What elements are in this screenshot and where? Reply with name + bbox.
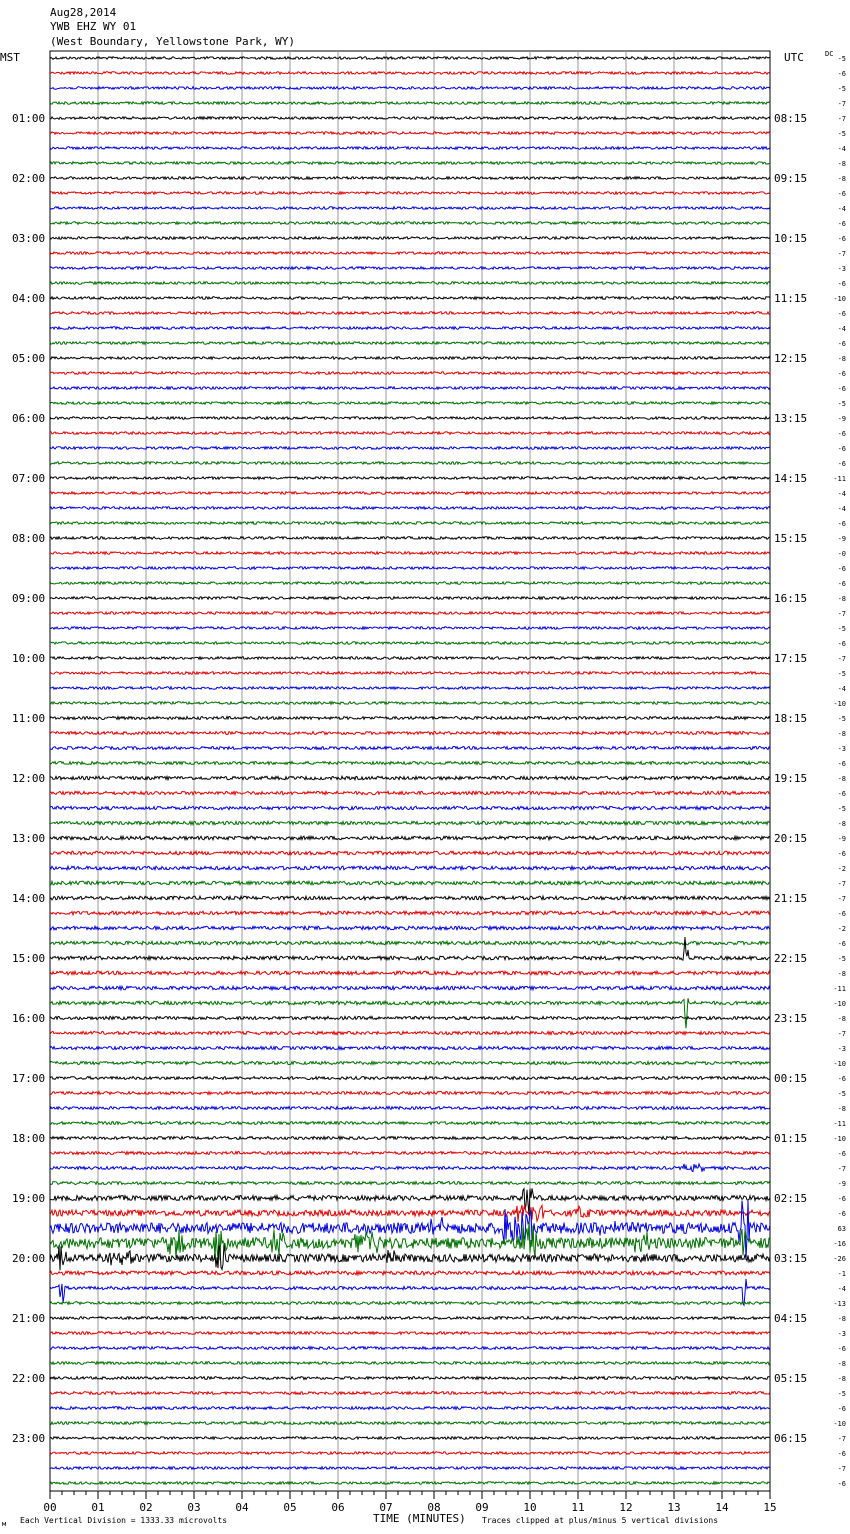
mst-hour-label: 12:00 <box>12 772 46 785</box>
seismic-trace <box>50 597 770 600</box>
utc-hour-label: 12:15 <box>774 352 808 365</box>
seismic-trace <box>50 327 770 330</box>
seismic-trace <box>50 372 770 375</box>
seismic-trace <box>50 806 770 809</box>
seismic-trace <box>50 642 770 645</box>
seismic-trace <box>50 1122 770 1125</box>
x-tick-label: 08 <box>427 1501 441 1514</box>
dc-offset-label: -6 <box>837 850 846 858</box>
utc-hour-label: 09:15 <box>774 172 808 185</box>
utc-hour-label: 02:15 <box>774 1192 808 1205</box>
dc-offset-label: -6 <box>837 520 846 528</box>
mst-hour-label: 08:00 <box>12 532 46 545</box>
dc-offset-label: -6 <box>837 280 846 288</box>
dc-offset-label: -8 <box>837 775 846 783</box>
dc-offset-label: -8 <box>837 175 846 183</box>
dc-offset-label: -10 <box>833 1060 846 1068</box>
seismic-trace <box>50 492 770 495</box>
dc-offset-label: -5 <box>837 1090 846 1098</box>
header-location: (West Boundary, Yellowstone Park, WY) <box>50 35 296 48</box>
dc-offset-label: -11 <box>833 475 846 483</box>
x-tick-label: 15 <box>763 1501 777 1514</box>
seismic-trace <box>50 252 770 255</box>
dc-offset-label: -6 <box>837 370 846 378</box>
seismic-trace <box>50 971 770 975</box>
dc-offset-label: -6 <box>837 1195 846 1203</box>
mst-hour-label: 09:00 <box>12 592 46 605</box>
utc-hour-label: 20:15 <box>774 832 808 845</box>
x-tick-label: 04 <box>235 1501 249 1514</box>
utc-hour-label: 19:15 <box>774 772 808 785</box>
right-axis-title: UTC <box>784 51 804 64</box>
seismic-trace <box>50 1332 770 1335</box>
seismic-trace <box>50 1377 770 1380</box>
dc-offset-label: -10 <box>833 1000 846 1008</box>
dc-offset-label: -10 <box>833 1135 846 1143</box>
dc-offset-label: -2 <box>837 925 846 933</box>
dc-offset-label: -16 <box>833 1240 846 1248</box>
dc-offset-label: -11 <box>833 985 846 993</box>
dc-offset-label: -5 <box>837 1390 846 1398</box>
mst-hour-label: 23:00 <box>12 1432 46 1445</box>
left-hour-labels <box>12 112 45 1445</box>
seismic-trace <box>50 998 770 1028</box>
dc-offset-label: -5 <box>837 400 846 408</box>
dc-offset-label: -5 <box>837 625 846 633</box>
seismic-trace <box>50 937 770 960</box>
seismic-trace <box>50 447 770 450</box>
seismic-trace <box>50 552 770 555</box>
utc-hour-label: 15:15 <box>774 532 808 545</box>
x-tick-label: 00 <box>43 1501 57 1514</box>
header-station: YWB EHZ WY 01 <box>50 20 137 33</box>
dc-offset-label: -6 <box>837 580 846 588</box>
mst-hour-label: 17:00 <box>12 1072 46 1085</box>
dc-offset-label: -6 <box>837 1150 846 1158</box>
dc-offset-label: -5 <box>837 955 846 963</box>
utc-hour-label: 13:15 <box>774 412 808 425</box>
x-tick-label: 09 <box>475 1501 489 1514</box>
utc-hour-label: 17:15 <box>774 652 808 665</box>
dc-offset-label: -8 <box>837 595 846 603</box>
dc-offset-label: -10 <box>833 1420 846 1428</box>
seismic-trace <box>50 387 770 390</box>
dc-offset-label: -26 <box>833 1255 846 1263</box>
dc-offset-label: -6 <box>837 1405 846 1413</box>
seismic-trace <box>50 926 770 930</box>
seismic-trace <box>50 1467 770 1470</box>
dc-offset-label: -7 <box>837 1435 846 1443</box>
dc-offset-label: -6 <box>837 565 846 573</box>
dc-offset-label: -6 <box>837 940 846 948</box>
utc-hour-label: 10:15 <box>774 232 808 245</box>
dc-offset-label: -3 <box>837 1045 846 1053</box>
seismic-trace <box>50 1092 770 1095</box>
seismic-trace <box>50 1107 770 1110</box>
seismic-trace <box>50 896 770 900</box>
x-tick-label: 14 <box>715 1501 729 1514</box>
x-tick-label: 11 <box>571 1501 585 1514</box>
seismic-trace <box>50 1347 770 1350</box>
dc-offset-label: -7 <box>837 895 846 903</box>
dc-offset-label: -6 <box>837 190 846 198</box>
header <box>50 6 295 48</box>
utc-hour-label: 18:15 <box>774 712 808 725</box>
mst-hour-label: 11:00 <box>12 712 46 725</box>
mst-hour-label: 18:00 <box>12 1132 46 1145</box>
seismic-trace <box>50 87 770 90</box>
seismic-trace <box>50 881 770 885</box>
seismic-trace <box>50 282 770 285</box>
x-tick-label: 01 <box>91 1501 105 1514</box>
dc-offset-label: -7 <box>837 610 846 618</box>
x-axis-title: TIME (MINUTES) <box>373 1512 466 1525</box>
trace-group <box>50 57 770 1485</box>
x-tick-label: 02 <box>139 1501 153 1514</box>
dc-offset-label: -5 <box>837 670 846 678</box>
utc-hour-label: 23:15 <box>774 1012 808 1025</box>
seismic-trace <box>50 507 770 510</box>
seismic-trace <box>50 1271 770 1275</box>
dc-offset-label: -6 <box>837 460 846 468</box>
dc-offset-label: -7 <box>837 1465 846 1473</box>
mst-hour-label: 14:00 <box>12 892 46 905</box>
seismic-trace <box>50 657 770 660</box>
seismic-trace <box>50 432 770 435</box>
dc-offset-label: -6 <box>837 1450 846 1458</box>
x-tick-label: 13 <box>667 1501 681 1514</box>
seismic-trace <box>50 267 770 270</box>
seismic-trace <box>50 222 770 225</box>
seismic-trace <box>50 132 770 135</box>
dc-offset-label: -3 <box>837 1330 846 1338</box>
seismic-trace <box>50 1016 770 1019</box>
seismic-trace <box>50 941 770 945</box>
seismic-trace <box>50 821 770 824</box>
seismic-trace <box>50 57 770 60</box>
seismic-trace <box>50 417 770 420</box>
utc-hour-label: 14:15 <box>774 472 808 485</box>
seismic-trace <box>50 1392 770 1395</box>
seismic-trace <box>50 776 770 779</box>
dc-offset-label: -6 <box>837 1210 846 1218</box>
seismic-trace <box>50 1452 770 1455</box>
mst-hour-label: 21:00 <box>12 1312 46 1325</box>
dc-offset-label: -4 <box>837 1285 846 1293</box>
seismic-trace <box>50 1077 770 1080</box>
dc-offset-label: -6 <box>837 385 846 393</box>
seismic-trace <box>50 791 770 794</box>
mst-hour-label: 15:00 <box>12 952 46 965</box>
dc-offset-label: -4 <box>837 490 846 498</box>
seismic-trace <box>50 1407 770 1410</box>
seismic-trace <box>50 1137 770 1140</box>
seismic-trace <box>50 312 770 315</box>
seismic-trace <box>50 672 770 675</box>
seismic-trace <box>50 762 770 765</box>
seismic-trace <box>50 1362 770 1365</box>
dc-offset-label: -8 <box>837 730 846 738</box>
mst-hour-label: 06:00 <box>12 412 46 425</box>
dc-offset-label: 63 <box>837 1225 846 1233</box>
dc-offset-label: -6 <box>837 1345 846 1353</box>
mst-hour-label: 19:00 <box>12 1192 46 1205</box>
dc-offset-label: -10 <box>833 295 846 303</box>
seismic-trace <box>50 1482 770 1485</box>
dc-offset-label: -5 <box>837 805 846 813</box>
seismic-trace <box>50 522 770 525</box>
dc-offset-label: -1 <box>837 1270 846 1278</box>
x-axis <box>43 1491 776 1514</box>
seismic-trace <box>50 911 770 915</box>
utc-hour-label: 08:15 <box>774 112 808 125</box>
seismic-trace <box>50 237 770 240</box>
x-tick-label: 06 <box>331 1501 345 1514</box>
seismic-trace <box>50 866 770 870</box>
dc-offset-label: -7 <box>837 250 846 258</box>
mst-hour-label: 22:00 <box>12 1372 46 1385</box>
mst-hour-label: 01:00 <box>12 112 46 125</box>
utc-hour-label: 16:15 <box>774 592 808 605</box>
seismic-trace <box>50 612 770 615</box>
seismic-trace <box>50 1302 770 1305</box>
mst-hour-label: 13:00 <box>12 832 46 845</box>
dc-offset-label: -5 <box>837 715 846 723</box>
dc-offset-label: -6 <box>837 1075 846 1083</box>
seismic-trace <box>50 1031 770 1034</box>
dc-offset-label: -2 <box>837 865 846 873</box>
seismic-trace <box>50 117 770 120</box>
mst-hour-label: 02:00 <box>12 172 46 185</box>
seismic-trace <box>50 986 770 990</box>
seismic-trace <box>50 1437 770 1440</box>
utc-hour-label: 06:15 <box>774 1432 808 1445</box>
dc-offset-label: -4 <box>837 505 846 513</box>
dc-offset-label: -6 <box>837 220 846 228</box>
dc-offset-label: -11 <box>833 1120 846 1128</box>
dc-offset-label: -7 <box>837 880 846 888</box>
utc-hour-label: 05:15 <box>774 1372 808 1385</box>
utc-hour-label: 04:15 <box>774 1312 808 1325</box>
dc-offset-label: -9 <box>837 835 846 843</box>
dc-offset-label: -6 <box>837 430 846 438</box>
utc-hour-label: 22:15 <box>774 952 808 965</box>
dc-offset-label: -9 <box>837 535 846 543</box>
left-axis-title: MST <box>0 51 20 64</box>
dc-offset-label: -8 <box>837 820 846 828</box>
dc-offset-label: -6 <box>837 760 846 768</box>
seismic-trace <box>50 836 770 840</box>
seismic-trace <box>50 1046 770 1049</box>
seismic-trace <box>50 1200 770 1260</box>
utc-hour-label: 00:15 <box>774 1072 808 1085</box>
seismic-trace <box>50 732 770 735</box>
seismic-trace <box>50 702 770 705</box>
dc-offset-label: -8 <box>837 1105 846 1113</box>
dc-offset-label: -4 <box>837 685 846 693</box>
seismic-trace <box>50 207 770 210</box>
dc-offset-label: -4 <box>837 205 846 213</box>
dc-offset-label: -7 <box>837 1165 846 1173</box>
dc-offset-label: -6 <box>837 1480 846 1488</box>
dc-offset-label: -0 <box>837 550 846 558</box>
dc-offset-label: -6 <box>837 310 846 318</box>
seismic-trace <box>50 102 770 105</box>
dc-offset-label: -6 <box>837 70 846 78</box>
dc-offset-label: -6 <box>837 910 846 918</box>
dc-offset-label: -8 <box>837 1015 846 1023</box>
utc-hour-label: 21:15 <box>774 892 808 905</box>
dc-offset-label: -7 <box>837 100 846 108</box>
scale-note: Each Vertical Division = 1333.33 microvolts <box>20 1516 228 1525</box>
x-tick-label: 05 <box>283 1501 297 1514</box>
x-tick-label: 07 <box>379 1501 393 1514</box>
utc-hour-label: 01:15 <box>774 1132 808 1145</box>
right-hour-labels <box>774 112 807 1445</box>
seismic-trace <box>50 462 770 465</box>
seismic-trace <box>50 342 770 345</box>
dc-offset-label: -8 <box>837 970 846 978</box>
seismic-trace <box>50 1205 770 1222</box>
mst-hour-label: 03:00 <box>12 232 46 245</box>
dc-offset-label: -8 <box>837 1375 846 1383</box>
seismic-trace <box>50 177 770 180</box>
dc-offset-label: -8 <box>837 160 846 168</box>
seismic-trace <box>50 567 770 570</box>
dc-offset-label: -4 <box>837 145 846 153</box>
x-tick-label: 12 <box>619 1501 633 1514</box>
dc-offset-label: -6 <box>837 445 846 453</box>
dc-offset-label: -5 <box>837 130 846 138</box>
dc-offset-label: -6 <box>837 340 846 348</box>
footer-mark: м <box>2 1520 7 1528</box>
dc-offset-label: -7 <box>837 655 846 663</box>
dc-offset-label: -10 <box>833 700 846 708</box>
seismic-trace <box>50 851 770 855</box>
dc-offset-label: -9 <box>837 1180 846 1188</box>
x-tick-label: 03 <box>187 1501 201 1514</box>
mst-hour-label: 05:00 <box>12 352 46 365</box>
seismic-trace <box>50 717 770 720</box>
dc-offset-label: -6 <box>837 640 846 648</box>
mst-hour-label: 07:00 <box>12 472 46 485</box>
seismic-trace <box>50 1317 770 1320</box>
dc-offset-label: -8 <box>837 1315 846 1323</box>
dc-offset-label: -7 <box>837 1030 846 1038</box>
dc-offset-label: -5 <box>837 85 846 93</box>
seismic-trace <box>50 402 770 405</box>
seismic-trace <box>50 1164 770 1172</box>
seismic-trace <box>50 477 770 480</box>
x-tick-label: 10 <box>523 1501 537 1514</box>
seismic-trace <box>50 297 770 300</box>
seismic-trace <box>50 147 770 150</box>
utc-hour-label: 03:15 <box>774 1252 808 1265</box>
header-date: Aug28,2014 <box>50 6 117 19</box>
dc-offset-labels <box>833 55 846 1488</box>
seismic-trace <box>50 1422 770 1425</box>
dc-offset-label: -9 <box>837 415 846 423</box>
seismic-trace <box>50 627 770 630</box>
mst-hour-label: 10:00 <box>12 652 46 665</box>
seismic-trace <box>50 1152 770 1155</box>
dc-offset-label: -8 <box>837 1360 846 1368</box>
utc-hour-label: 11:15 <box>774 292 808 305</box>
mst-hour-label: 20:00 <box>12 1252 46 1265</box>
dc-offset-label: -6 <box>837 790 846 798</box>
seismic-trace <box>50 357 770 360</box>
dc-offset-label: -7 <box>837 115 846 123</box>
mst-hour-label: 16:00 <box>12 1012 46 1025</box>
dc-offset-label: -3 <box>837 265 846 273</box>
seismic-trace <box>50 537 770 540</box>
dc-offset-label: -6 <box>837 235 846 243</box>
seismic-trace <box>50 1188 770 1215</box>
seismic-trace <box>50 582 770 585</box>
dc-offset-label: -8 <box>837 355 846 363</box>
dc-title: DC <box>825 50 834 58</box>
mst-hour-label: 04:00 <box>12 292 46 305</box>
seismic-trace <box>50 162 770 165</box>
seismic-trace <box>50 747 770 750</box>
seismic-trace <box>50 1182 770 1185</box>
footer <box>2 1512 718 1528</box>
seismic-trace <box>50 1061 770 1064</box>
dc-offset-label: -5 <box>837 55 846 63</box>
seismic-trace <box>50 72 770 75</box>
seismic-trace <box>50 192 770 195</box>
dc-offset-label: -13 <box>833 1300 846 1308</box>
clip-note: Traces clipped at plus/minus 5 vertical divisions <box>482 1516 719 1525</box>
seismic-trace <box>50 687 770 690</box>
seismic-trace <box>50 1244 770 1271</box>
dc-offset-label: -4 <box>837 325 846 333</box>
dc-offset-label: -3 <box>837 745 846 753</box>
